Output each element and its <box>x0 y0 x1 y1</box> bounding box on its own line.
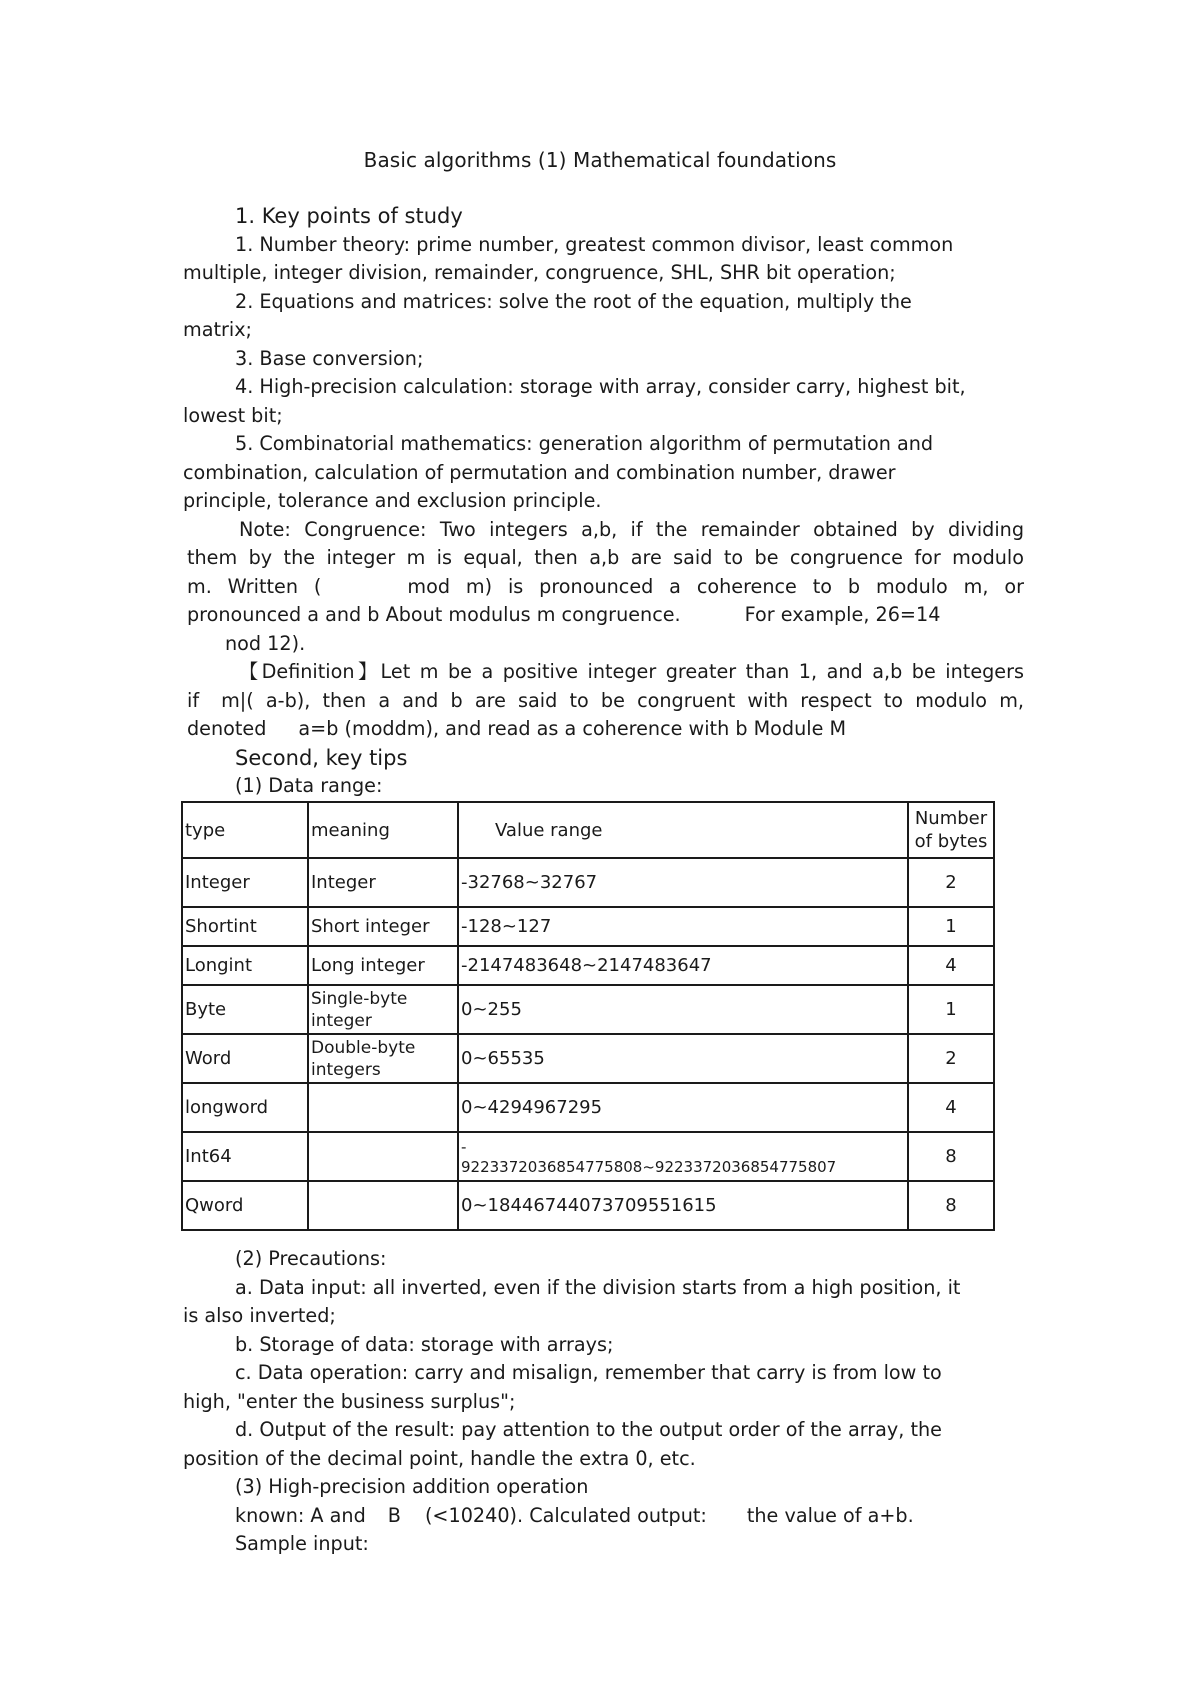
data-range-table-wrapper <box>181 801 995 1231</box>
table-row <box>182 1083 994 1132</box>
table-row <box>182 858 994 907</box>
note-line-3 <box>183 573 1028 602</box>
cell-type: Qword <box>182 1181 308 1230</box>
data-range-table <box>181 801 995 1231</box>
header-bytes-line-2: of bytes <box>914 831 988 852</box>
header-type: type <box>182 802 308 858</box>
table-header-row <box>182 802 994 858</box>
cell-meaning: Long integer <box>308 946 458 985</box>
item-5-line-2: combination, calculation of permutation and combination number, drawer <box>183 460 896 484</box>
known-part-c: (<10240). Calculated output: <box>424 1503 707 1527</box>
cell-meaning-line-2: integers <box>311 1059 381 1080</box>
addition-heading: (3) High-precision addition operation <box>235 1475 589 1498</box>
precaution-a-line-2: is also inverted; <box>183 1304 336 1327</box>
definition-line-2 <box>183 687 1028 716</box>
header-bytes-line-1: Number <box>914 808 988 829</box>
item-2-line-1: 2. Equations and matrices: solve the root of the equation, multiply the <box>235 289 912 313</box>
table-row <box>182 1132 994 1181</box>
cell-range-line-1: - <box>461 1137 467 1156</box>
note-line-1: Note: Congruence: Two integers a,b, if the remainder obtained by dividing <box>239 517 1024 541</box>
header-value-range: Value range <box>458 802 908 858</box>
cell-bytes: 1 <box>908 907 994 946</box>
table-row <box>182 985 994 1034</box>
item-1-line-1: 1. Number theory: prime number, greatest common divisor, least common <box>235 232 954 256</box>
cell-meaning <box>308 985 458 1034</box>
definition-line-2-end: m|( a-b), then a and b are said to be congruent with respect to modulo m, <box>221 688 1024 712</box>
table-row <box>182 907 994 946</box>
cell-meaning <box>308 1181 458 1230</box>
definition-line-3-start: denoted <box>187 717 267 740</box>
header-number-of-bytes <box>908 802 994 858</box>
cell-type: Int64 <box>182 1132 308 1181</box>
section-heading-key-points: 1. Key points of study <box>235 204 463 228</box>
cell-bytes: 4 <box>908 1083 994 1132</box>
note-line-3-end: mod m) is pronounced a coherence to b modulo m, or <box>407 574 1024 598</box>
cell-type: Integer <box>182 858 308 907</box>
cell-bytes: 4 <box>908 946 994 985</box>
cell-type: Shortint <box>182 907 308 946</box>
precaution-d-line-1: d. Output of the result: pay attention to the output order of the array, the <box>235 1418 942 1441</box>
cell-type: Word <box>182 1034 308 1083</box>
item-1-line-2: multiple, integer division, remainder, congruence, SHL, SHR bit operation; <box>183 261 896 284</box>
body-text-top <box>183 202 1028 801</box>
note-line-5: nod 12). <box>225 631 306 655</box>
item-5-line-1: 5. Combinatorial mathematics: generation algorithm of permutation and <box>235 432 934 455</box>
note-line-4-start: pronounced a and b About modulus m congruence. <box>187 603 681 626</box>
item-4-line-2: lowest bit; <box>183 403 283 427</box>
cell-meaning-line-1: Double-byte <box>311 1037 416 1058</box>
cell-meaning-line-1: Single-byte <box>311 988 408 1009</box>
definition-line-1: 【Definition】Let m be a positive integer greater than 1, and a,b be integers <box>239 660 1024 683</box>
cell-range: 0~65535 <box>458 1034 908 1083</box>
item-2-line-2: matrix; <box>183 318 253 341</box>
known-part-b: B <box>387 1503 401 1527</box>
definition-line-3-end: a=b (moddm), and read as a coherence with b Module M <box>298 717 847 740</box>
precaution-c-line-2: high, "enter the business surplus"; <box>183 1389 516 1413</box>
definition-line-2-start: if <box>187 688 200 712</box>
cell-range-line-2: 9223372036854775808~9223372036854775807 <box>461 1157 837 1176</box>
sample-input-label: Sample input: <box>235 1532 369 1555</box>
definition-line-3 <box>183 715 1028 744</box>
precaution-b: b. Storage of data: storage with arrays; <box>235 1332 614 1356</box>
cell-bytes: 8 <box>908 1132 994 1181</box>
cell-range: -32768~32767 <box>458 858 908 907</box>
table-row <box>182 1034 994 1083</box>
precaution-d-line-2: position of the decimal point, handle the extra 0, etc. <box>183 1446 696 1470</box>
cell-range: 0~255 <box>458 985 908 1034</box>
item-3: 3. Base conversion; <box>235 346 424 370</box>
section-heading-key-tips: Second, key tips <box>235 745 408 770</box>
item-5-line-3: principle, tolerance and exclusion principle. <box>183 489 602 512</box>
cell-meaning-line-2: integer <box>311 1010 372 1031</box>
cell-meaning <box>308 1083 458 1132</box>
cell-meaning: Integer <box>308 858 458 907</box>
known-part-a: known: A and <box>235 1503 366 1527</box>
cell-range: 0~18446744073709551615 <box>458 1181 908 1230</box>
cell-range: -128~127 <box>458 907 908 946</box>
addition-known-line <box>183 1502 1028 1531</box>
cell-bytes: 2 <box>908 858 994 907</box>
item-4-line-1: 4. High-precision calculation: storage with array, consider carry, highest bit, <box>235 375 966 398</box>
cell-type: Longint <box>182 946 308 985</box>
cell-range: 0~4294967295 <box>458 1083 908 1132</box>
precaution-a-line-1: a. Data input: all inverted, even if the division starts from a high position, it <box>235 1275 961 1299</box>
body-text-bottom <box>183 1245 1028 1559</box>
cell-meaning <box>308 1034 458 1083</box>
precautions-heading: (2) Precautions: <box>235 1247 387 1270</box>
note-line-2: them by the integer m is equal, then a,b are said to be congruence for modulo <box>187 546 1024 569</box>
known-part-d: the value of a+b. <box>746 1503 914 1527</box>
cell-meaning <box>308 1132 458 1181</box>
cell-bytes: 1 <box>908 985 994 1034</box>
note-line-3-start: m. Written ( <box>187 574 322 598</box>
precaution-c-line-1: c. Data operation: carry and misalign, remember that carry is from low to <box>235 1361 942 1384</box>
table-row <box>182 1181 994 1230</box>
cell-bytes: 8 <box>908 1181 994 1230</box>
page-title: Basic algorithms (1) Mathematical foundations <box>363 148 837 172</box>
data-range-heading: (1) Data range: <box>235 774 383 797</box>
cell-range: -2147483648~2147483647 <box>458 946 908 985</box>
header-meaning: meaning <box>308 802 458 858</box>
note-line-4 <box>183 601 1028 630</box>
note-line-4-end: For example, 26=14 <box>744 603 941 626</box>
cell-type: Byte <box>182 985 308 1034</box>
cell-range <box>458 1132 908 1181</box>
cell-bytes: 2 <box>908 1034 994 1083</box>
cell-meaning: Short integer <box>308 907 458 946</box>
table-row <box>182 946 994 985</box>
cell-type: longword <box>182 1083 308 1132</box>
